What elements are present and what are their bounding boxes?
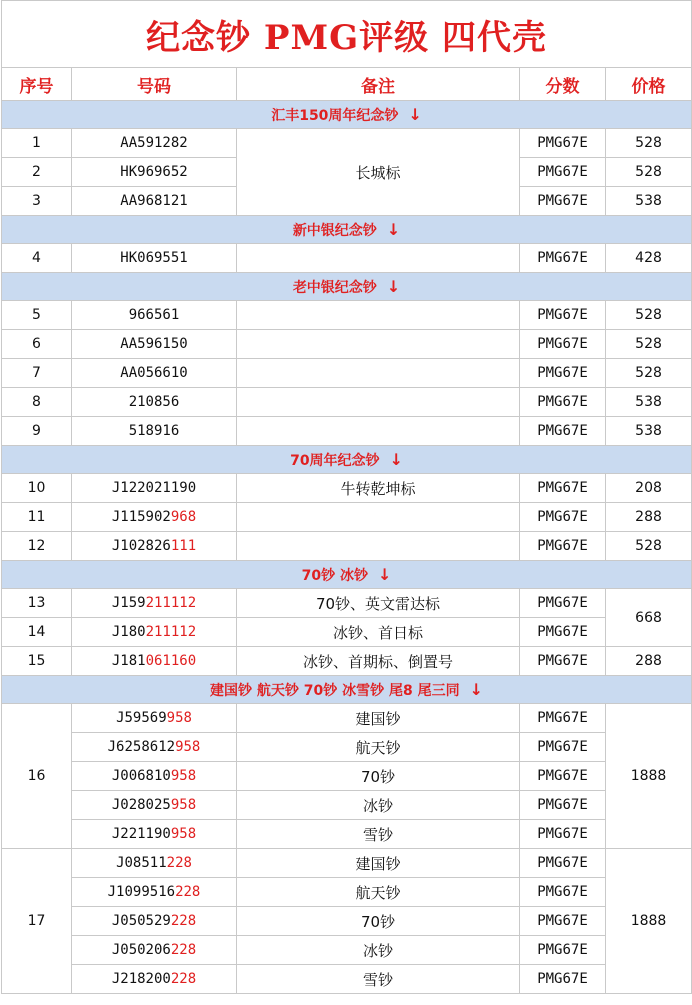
row-price: 528: [606, 158, 692, 187]
row-score: PMG67E: [520, 762, 606, 791]
row-price: 528: [606, 359, 692, 388]
row-number: J006810958: [72, 762, 237, 791]
row-note: 雪钞: [237, 820, 520, 849]
section-header: [2, 561, 692, 589]
row-number: J028025958: [72, 791, 237, 820]
table-row: [2, 532, 692, 561]
row-price: 538: [606, 388, 692, 417]
arrow-down-icon: ↓: [386, 276, 401, 296]
table-row: [2, 618, 692, 647]
row-number: 210856: [72, 388, 237, 417]
row-index: 1: [2, 129, 72, 158]
table-row: [2, 907, 692, 936]
row-note: [237, 503, 520, 532]
row-index: 16: [2, 704, 72, 849]
row-note: 冰钞、首日标: [237, 618, 520, 647]
row-score: PMG67E: [520, 618, 606, 647]
header-number: 号码: [72, 68, 237, 101]
row-note: 长城标: [237, 129, 520, 216]
row-price: 288: [606, 503, 692, 532]
row-index: 12: [2, 532, 72, 561]
row-price: 208: [606, 474, 692, 503]
table-row: [2, 244, 692, 273]
row-note: [237, 417, 520, 446]
table-row: [2, 936, 692, 965]
section-title: 汇丰150周年纪念钞: [271, 107, 399, 124]
arrow-down-icon: ↓: [378, 564, 392, 584]
row-score: PMG67E: [520, 301, 606, 330]
title-row: [2, 1, 692, 68]
row-number: AA968121: [72, 187, 237, 216]
section-header: [2, 676, 692, 704]
row-score: PMG67E: [520, 532, 606, 561]
row-number: J181061160: [72, 647, 237, 676]
row-index: 9: [2, 417, 72, 446]
row-note: 70钞: [237, 907, 520, 936]
table-row: [2, 301, 692, 330]
row-score: PMG67E: [520, 878, 606, 907]
row-note: [237, 388, 520, 417]
row-price: 288: [606, 647, 692, 676]
row-score: PMG67E: [520, 187, 606, 216]
row-price: 1888: [606, 849, 692, 994]
row-index: 3: [2, 187, 72, 216]
row-note: 70钞、英文雷达标: [237, 589, 520, 618]
row-number: J08511228: [72, 849, 237, 878]
row-index: 17: [2, 849, 72, 994]
row-note: 航天钞: [237, 733, 520, 762]
arrow-down-icon: ↓: [408, 104, 422, 124]
row-number: AA591282: [72, 129, 237, 158]
price-table: [1, 0, 692, 994]
row-score: PMG67E: [520, 849, 606, 878]
row-price: 528: [606, 532, 692, 561]
row-number: J122021190: [72, 474, 237, 503]
row-index: 4: [2, 244, 72, 273]
section-header: [2, 273, 692, 301]
row-number: AA056610: [72, 359, 237, 388]
header-note: 备注: [237, 68, 520, 101]
row-number: J102826111: [72, 532, 237, 561]
row-number: HK069551: [72, 244, 237, 273]
row-note: 建国钞: [237, 849, 520, 878]
row-index: 8: [2, 388, 72, 417]
row-index: 10: [2, 474, 72, 503]
table-row: [2, 474, 692, 503]
row-index: 7: [2, 359, 72, 388]
row-number: 518916: [72, 417, 237, 446]
row-index: 15: [2, 647, 72, 676]
row-price: 528: [606, 330, 692, 359]
table-row: [2, 733, 692, 762]
row-score: PMG67E: [520, 129, 606, 158]
table-row: [2, 849, 692, 878]
row-index: 11: [2, 503, 72, 532]
table-row: [2, 704, 692, 733]
row-note: 冰钞: [237, 791, 520, 820]
table-row: [2, 791, 692, 820]
section-title: 建国钞 航天钞 70钞 冰雪钞 尾8 尾三同: [210, 682, 460, 699]
row-number: J050529228: [72, 907, 237, 936]
row-number: J59569958: [72, 704, 237, 733]
row-note: [237, 359, 520, 388]
table-row: [2, 330, 692, 359]
row-score: PMG67E: [520, 244, 606, 273]
table-row: [2, 647, 692, 676]
table-row: [2, 762, 692, 791]
row-score: PMG67E: [520, 359, 606, 388]
section-title: 70周年纪念钞: [290, 452, 380, 469]
row-score: PMG67E: [520, 907, 606, 936]
row-score: PMG67E: [520, 647, 606, 676]
row-price: 538: [606, 417, 692, 446]
table-row: [2, 589, 692, 618]
row-number: J159211112: [72, 589, 237, 618]
section-header: [2, 216, 692, 244]
row-price: 538: [606, 187, 692, 216]
row-note: 冰钞: [237, 936, 520, 965]
row-score: PMG67E: [520, 330, 606, 359]
row-note: 冰钞、首期标、倒置号: [237, 647, 520, 676]
row-score: PMG67E: [520, 965, 606, 994]
row-number: HK969652: [72, 158, 237, 187]
row-note: 雪钞: [237, 965, 520, 994]
row-note: [237, 301, 520, 330]
row-score: PMG67E: [520, 474, 606, 503]
arrow-down-icon: ↓: [469, 679, 484, 699]
row-score: PMG67E: [520, 704, 606, 733]
section-title: 新中银纪念钞: [292, 222, 377, 239]
row-number: J1099516228: [72, 878, 237, 907]
section-title: 70钞 冰钞: [301, 567, 368, 584]
header-price: 价格: [606, 68, 692, 101]
row-price: 528: [606, 301, 692, 330]
row-score: PMG67E: [520, 589, 606, 618]
section-header: [2, 446, 692, 474]
row-index: 5: [2, 301, 72, 330]
row-note: 70钞: [237, 762, 520, 791]
row-note: [237, 244, 520, 273]
table-row: [2, 503, 692, 532]
arrow-down-icon: ↓: [389, 449, 403, 469]
row-index: 6: [2, 330, 72, 359]
table-row: [2, 359, 692, 388]
table-row: [2, 388, 692, 417]
header-row: [2, 68, 692, 101]
section-title: 老中银纪念钞: [292, 279, 377, 296]
row-note: 牛转乾坤标: [237, 474, 520, 503]
row-number: J050206228: [72, 936, 237, 965]
row-number: J180211112: [72, 618, 237, 647]
row-price: 528: [606, 129, 692, 158]
header-index: 序号: [2, 68, 72, 101]
row-score: PMG67E: [520, 733, 606, 762]
row-note: 航天钞: [237, 878, 520, 907]
row-note: [237, 532, 520, 561]
table-row: [2, 417, 692, 446]
row-price: 428: [606, 244, 692, 273]
row-score: PMG67E: [520, 820, 606, 849]
table-row: [2, 129, 692, 158]
row-number: J115902968: [72, 503, 237, 532]
row-score: PMG67E: [520, 503, 606, 532]
table-row: [2, 965, 692, 994]
row-price: 668: [606, 589, 692, 647]
page-title: 纪念钞 PMG评级 四代壳: [2, 1, 692, 68]
row-note: [237, 330, 520, 359]
row-index: 14: [2, 618, 72, 647]
row-number: J6258612958: [72, 733, 237, 762]
row-index: 2: [2, 158, 72, 187]
row-number: AA596150: [72, 330, 237, 359]
row-note: 建国钞: [237, 704, 520, 733]
table-row: [2, 878, 692, 907]
row-score: PMG67E: [520, 791, 606, 820]
row-score: PMG67E: [520, 388, 606, 417]
arrow-down-icon: ↓: [386, 219, 401, 239]
table-row: [2, 820, 692, 849]
row-score: PMG67E: [520, 158, 606, 187]
row-score: PMG67E: [520, 417, 606, 446]
row-price: 1888: [606, 704, 692, 849]
row-number: J221190958: [72, 820, 237, 849]
section-header: [2, 101, 692, 129]
row-index: 13: [2, 589, 72, 618]
row-number: 966561: [72, 301, 237, 330]
row-number: J218200228: [72, 965, 237, 994]
header-score: 分数: [520, 68, 606, 101]
row-score: PMG67E: [520, 936, 606, 965]
